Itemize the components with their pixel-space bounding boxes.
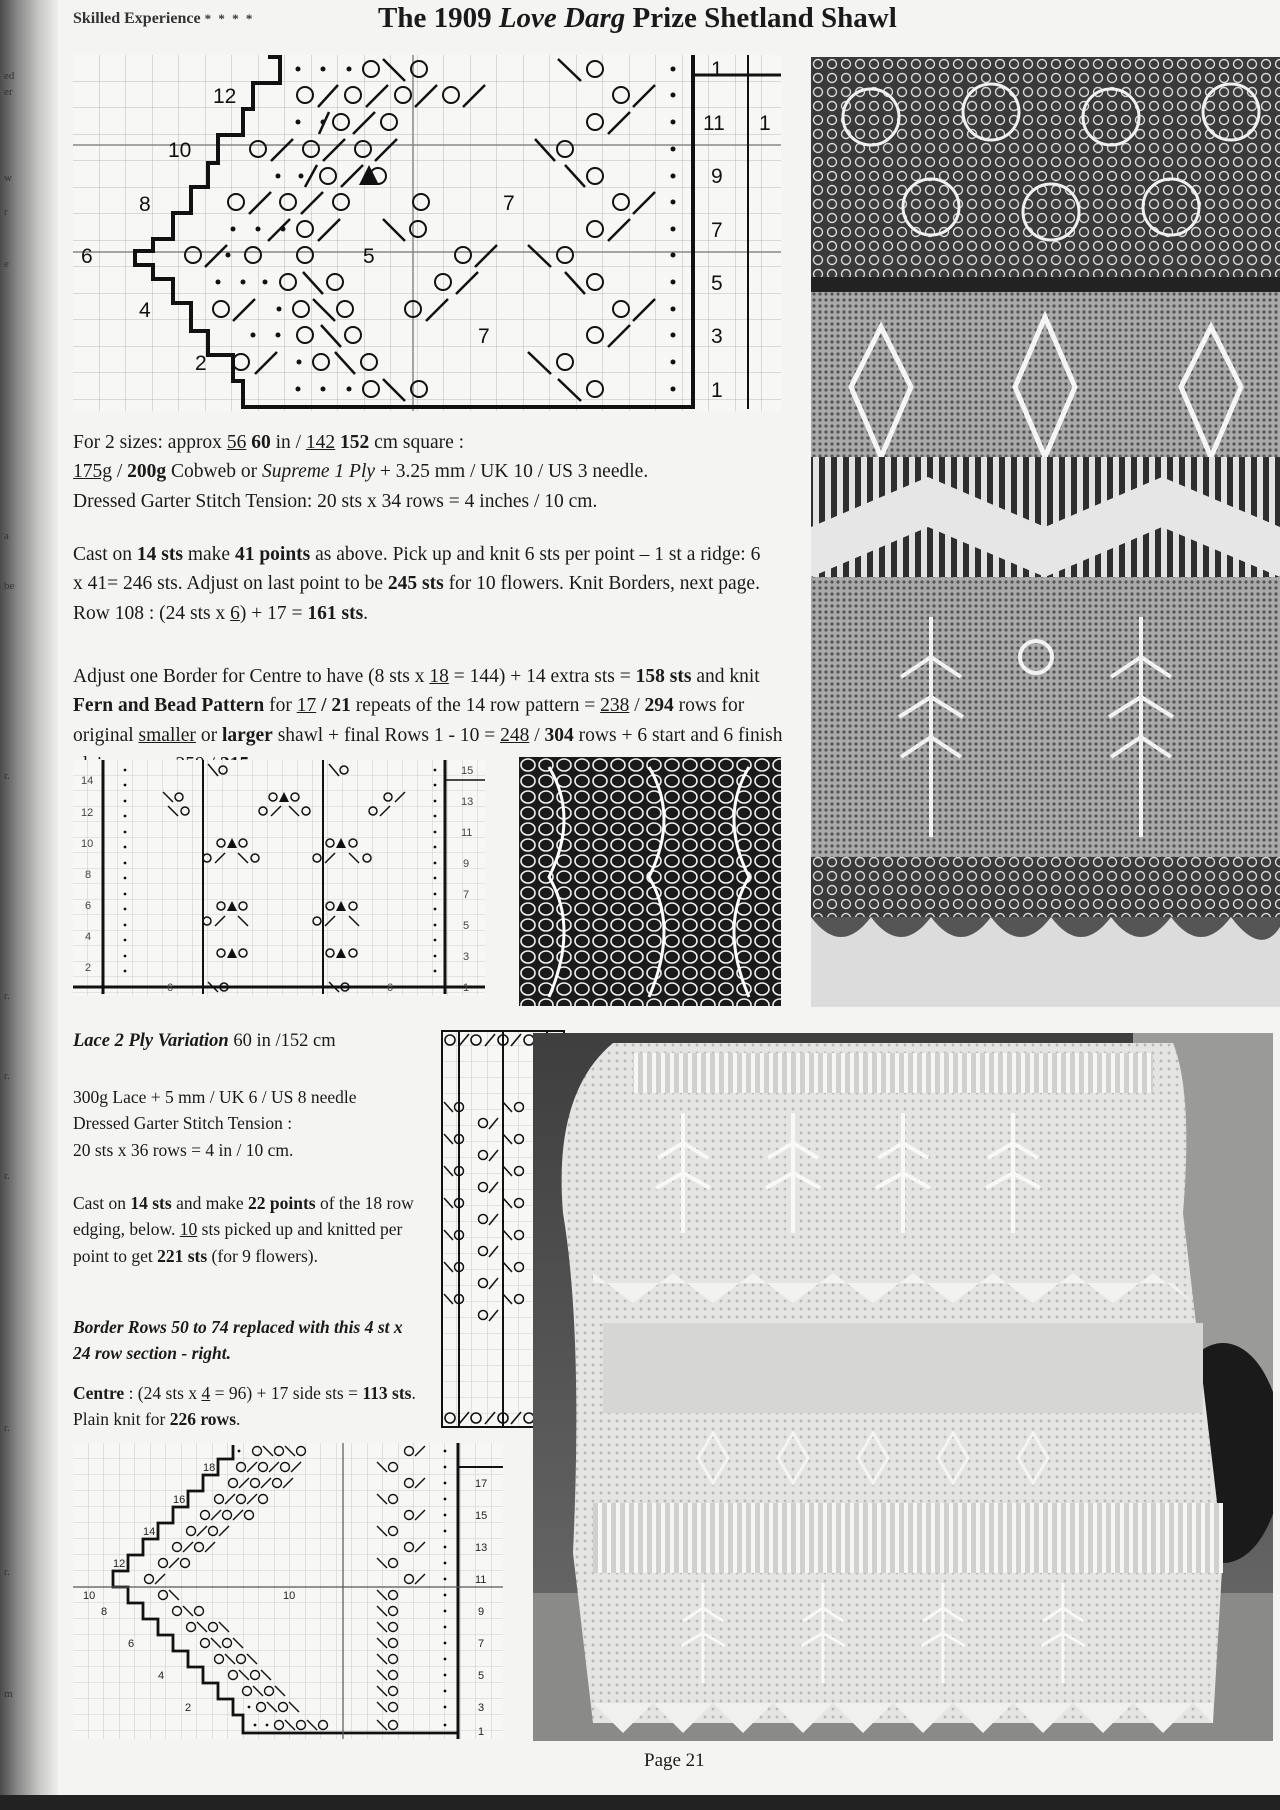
- page-number: Page 21: [644, 1750, 705, 1771]
- bleed-text: r: [4, 206, 8, 218]
- lace-edging-row-label: 16: [173, 1494, 186, 1506]
- fern-bead-chart-svg: [73, 760, 485, 996]
- size-line: [73, 428, 773, 457]
- centre-text-part: or: [195, 724, 222, 746]
- lace-edging-row-number: 5: [478, 1670, 485, 1682]
- fern-row-number: 5: [463, 920, 470, 932]
- cast-text: Cast on: [73, 544, 137, 565]
- centre-sep: /: [529, 724, 545, 746]
- lace-variation-size: 60 in /152 cm: [228, 1031, 336, 1051]
- centre-text-part: for: [264, 695, 297, 717]
- cast-total: 161 sts: [307, 602, 364, 624]
- cast-adjust-sts: 245 sts: [387, 573, 444, 595]
- lace-edging-row-number: 9: [478, 1606, 485, 1618]
- centre-sep: /: [316, 695, 332, 717]
- lace-tension-values: 20 sts x 36 rows = 4 in / 10 cm.: [73, 1139, 294, 1160]
- lace-cast-total: 221 sts: [157, 1245, 208, 1266]
- fern-row-number: 3: [463, 951, 470, 963]
- lace-cast-text: sts picked up and knitted per point to get: [73, 1219, 403, 1266]
- yarn-text: + 3.25 mm / UK 10 / US 3 needle.: [375, 461, 649, 483]
- centre-sts: 158 sts: [635, 666, 692, 687]
- centre-repeats-large: 21: [331, 695, 351, 717]
- book-spine-shadow: [0, 0, 58, 1810]
- lace-border-note: [73, 1314, 421, 1367]
- lace-edging-chart-svg: [73, 1443, 503, 1739]
- cast-text: for 10 flowers. Knit Borders, next page. Row 108 : (24 sts x: [73, 573, 760, 624]
- tension-line: Dressed Garter Stitch Tension: 20 sts x 34 rows = 4 inches / 10 cm.: [73, 490, 598, 512]
- lace-cast-ten: 10: [179, 1219, 198, 1240]
- lace-variation-yarn: [73, 1084, 423, 1163]
- cast-text: ) + 17 =: [239, 602, 308, 624]
- fern-bead-chart: [73, 760, 485, 996]
- centre-smaller: smaller: [138, 724, 196, 746]
- centre-final-small: 248: [500, 724, 530, 746]
- edging-row-label: 12: [213, 85, 237, 108]
- lace-centre-part: = 96) + 17 side sts =: [210, 1383, 363, 1403]
- centre-eighteen: 18: [429, 666, 449, 687]
- shawl-border-photo-art: [811, 57, 1280, 1007]
- centre-text-part: repeats of the 14 row pattern =: [350, 695, 601, 717]
- lace-border-note-text: Border Rows 50 to 74 replaced with this 4 st x 24 row section - right.: [73, 1317, 403, 1364]
- size-block: [73, 428, 773, 516]
- centre-pattern-name: Fern and Bead Pattern: [73, 695, 265, 717]
- yarn-line: [73, 457, 773, 486]
- bleed-text: r.: [4, 1422, 10, 1434]
- edging-row-number: 5: [711, 272, 723, 295]
- centre-text-part: rows + 6 start and 6 finish: [578, 724, 783, 746]
- skill-level-text: Skilled Experience: [73, 10, 201, 27]
- bleed-text: m: [4, 1688, 13, 1700]
- shawl-border-photo: [811, 57, 1280, 1007]
- cast-on-paragraph: [73, 540, 773, 628]
- edging-side-number: 1: [759, 112, 771, 135]
- bleed-text: r.: [4, 1170, 10, 1182]
- yarn-sep: /: [112, 461, 128, 483]
- bleed-text: r.: [4, 1566, 10, 1578]
- yarn-weight-small: 175g: [73, 461, 112, 483]
- cast-text: .: [363, 602, 369, 624]
- lace-centre: [73, 1380, 421, 1433]
- size-text: in /: [270, 432, 306, 453]
- lace-edging-row-number: 13: [475, 1542, 488, 1554]
- edging-row-number: 1: [711, 379, 723, 402]
- skill-level-label: [73, 10, 254, 28]
- edging-row-label: 8: [139, 193, 151, 216]
- lace-cast-on-text: [73, 1190, 421, 1269]
- yarn-weight-large: 200g: [127, 461, 167, 483]
- skill-level-stars: * * * *: [204, 11, 255, 26]
- size-small-in: 56: [226, 432, 247, 453]
- cast-on-text: [73, 540, 773, 628]
- size-text: cm square :: [369, 432, 465, 453]
- cast-text: make: [182, 544, 235, 565]
- lace-centre-part: : (24 sts x: [124, 1383, 202, 1403]
- title-prefix: The 1909: [378, 2, 499, 34]
- bleed-text: er: [4, 86, 13, 98]
- lace-centre-text: [73, 1380, 421, 1433]
- lace-edging-inner-label: 10: [283, 1590, 296, 1602]
- edging-row-label: 2: [195, 352, 207, 375]
- lace-edging-row-label: 14: [143, 1526, 156, 1538]
- cast-sts: 14 sts: [136, 544, 183, 565]
- lace-cast-sts: 14 sts: [130, 1193, 172, 1213]
- lace-edging-row-number: 1: [478, 1726, 485, 1738]
- fern-row-label: 10: [81, 838, 94, 850]
- bleed-text: r.: [4, 1070, 10, 1082]
- fern-row-label: 2: [85, 962, 92, 974]
- lace-edging-row-label: 12: [113, 1558, 126, 1570]
- lace-centre-four: 4: [201, 1383, 211, 1403]
- page-title: [378, 2, 897, 35]
- edging-row-label: 4: [139, 299, 151, 322]
- edging-row-number: 9: [711, 165, 723, 188]
- fern-row-label: 6: [85, 900, 92, 912]
- fern-row-number: 13: [461, 796, 474, 808]
- lace-edging-row-number: 11: [475, 1574, 487, 1586]
- centre-text-part: shawl + final Rows 1 - 10 =: [272, 724, 501, 746]
- size-large-cm: 152: [340, 432, 370, 453]
- title-suffix: Prize Shetland Shawl: [625, 2, 897, 34]
- lace-tension-line: Dressed Garter Stitch Tension :: [73, 1113, 293, 1134]
- lace-cast-points: 22 points: [248, 1193, 316, 1213]
- lace-edging-row-number: 7: [478, 1638, 485, 1650]
- lace-edging-chart: [73, 1443, 503, 1739]
- lace-variation-heading: [73, 1028, 423, 1056]
- lace-edging-row-label: 4: [158, 1670, 165, 1682]
- lace-centre-rows: 226 rows: [169, 1409, 237, 1430]
- scan-bottom-edge: [0, 1795, 1280, 1810]
- lace-centre-label: Centre: [73, 1383, 125, 1403]
- fern-row-label: 12: [81, 807, 94, 819]
- centre-text-part: and knit: [691, 666, 760, 687]
- lace-cast-text: and make: [171, 1193, 248, 1213]
- lace-swatch-photo: [519, 757, 781, 1006]
- title-italic: Love Darg: [498, 2, 626, 34]
- shawl-draped-art: [533, 1033, 1273, 1741]
- lace-variation-title: [73, 1028, 423, 1056]
- edging-inner-label: 5: [363, 245, 375, 268]
- edging-inner-label: 7: [478, 325, 490, 348]
- size-large-in: 60: [251, 432, 271, 453]
- yarn-name: Supreme 1 Ply: [262, 461, 376, 483]
- bleed-text: w: [4, 172, 12, 184]
- lace-swatch-art: [519, 757, 781, 1006]
- shawl-draped-photo: [533, 1033, 1273, 1741]
- fern-row-number: 15: [461, 765, 474, 777]
- lace-edging-row-label: 6: [128, 1638, 135, 1650]
- edging-row-label: 10: [168, 139, 192, 162]
- fern-row-number: 7: [463, 889, 470, 901]
- lace-edging-row-label: 10: [83, 1590, 96, 1602]
- lace-cast-text: of the 18 row edging, below.: [73, 1193, 414, 1240]
- edging-chart: [73, 55, 781, 411]
- bleed-text: ed: [4, 70, 15, 82]
- centre-rows-large: 294: [644, 695, 674, 717]
- edging-row-number: 1: [711, 58, 723, 81]
- centre-larger: larger: [221, 724, 273, 746]
- fern-row-number: 1: [463, 982, 470, 994]
- size-small-cm: 142: [305, 432, 336, 453]
- edging-chart-svg: [73, 55, 781, 411]
- lace-cast-text: (for 9 flowers).: [207, 1245, 318, 1266]
- centre-text-part: rows for original: [73, 695, 745, 746]
- edging-row-number: 11: [703, 112, 725, 135]
- fern-row-number: 9: [463, 858, 470, 870]
- lace-centre-part: .: [236, 1409, 241, 1430]
- lace-edging-row-number: 3: [478, 1702, 485, 1714]
- centre-text-part: Adjust one Border for Centre to have (8 sts x: [73, 666, 430, 687]
- centre-text-part: = 144) + 14 extra sts =: [448, 666, 636, 687]
- bleed-text: be: [4, 580, 15, 592]
- fern-row-label: 4: [85, 931, 92, 943]
- centre-sep: /: [629, 695, 645, 717]
- edging-row-number: 7: [711, 219, 723, 242]
- lace-centre-sts: 113 sts: [362, 1383, 412, 1403]
- bleed-text: r.: [4, 770, 10, 782]
- cast-six: 6: [230, 602, 240, 624]
- lace-edging-row-number: 15: [475, 1510, 488, 1522]
- lace-edging-row-label: 18: [203, 1462, 216, 1474]
- fern-stitch-count: 6: [167, 982, 174, 994]
- cast-text: as above. Pick up and knit 6 sts per point – 1 st a ridge: 6 x 41= 246 sts. Adjust on last point to be: [73, 544, 761, 595]
- edging-inner-label: 7: [503, 192, 515, 215]
- lace-edging-row-number: 17: [475, 1478, 488, 1490]
- yarn-text: Cobweb or: [166, 461, 263, 483]
- size-text: For 2 sizes: approx: [73, 432, 227, 453]
- fern-stitch-count: 6: [387, 982, 394, 994]
- centre-repeats-small: 17: [296, 695, 317, 717]
- lace-edging-row-label: 2: [185, 1702, 192, 1714]
- cast-points: 41 points: [234, 544, 311, 565]
- fern-row-label: 14: [81, 775, 94, 787]
- lace-centre-part: . Plain knit for: [73, 1383, 416, 1430]
- lace-cast-on: [73, 1190, 421, 1269]
- centre-rows-small: 238: [600, 695, 630, 717]
- edging-row-number: 3: [711, 325, 723, 348]
- centre-final-large: 304: [544, 724, 574, 746]
- lace-yarn-line: 300g Lace + 5 mm / UK 6 / US 8 needle: [73, 1087, 357, 1107]
- lace-cast-text: Cast on: [73, 1193, 131, 1213]
- fern-row-number: 11: [461, 827, 473, 839]
- lace-variation-name: Lace 2 Ply Variation: [73, 1031, 229, 1051]
- fern-row-label: 8: [85, 869, 92, 881]
- bleed-text: e: [4, 258, 9, 270]
- bleed-text: a: [4, 530, 9, 542]
- lace-edging-row-label: 8: [101, 1606, 108, 1618]
- edging-row-label: 6: [81, 245, 93, 268]
- bleed-text: r.: [4, 990, 10, 1002]
